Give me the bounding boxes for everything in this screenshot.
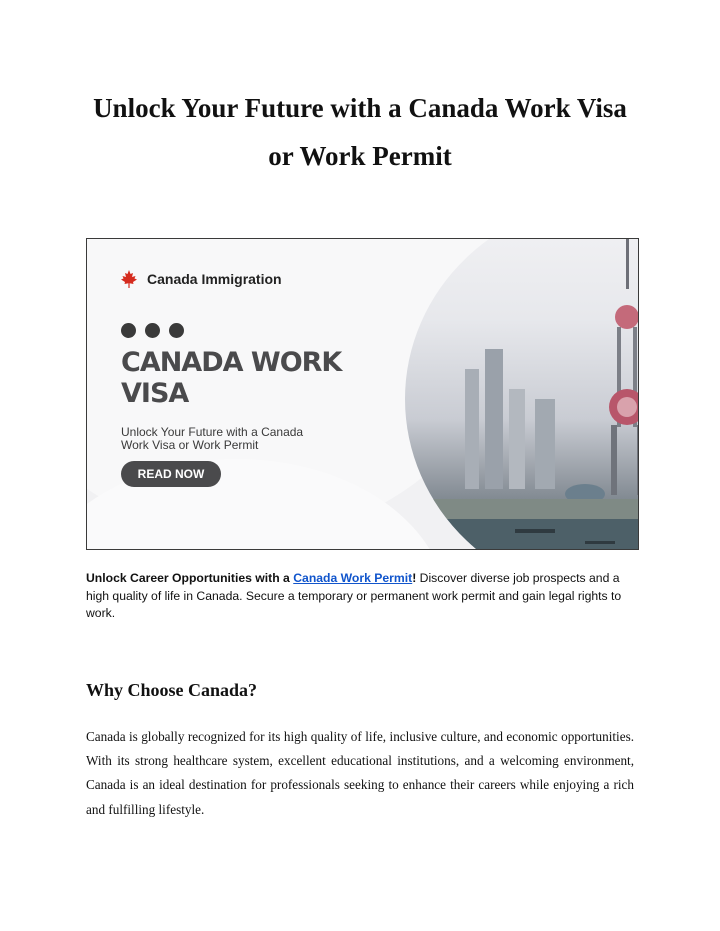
dot bbox=[121, 323, 136, 338]
section-heading: Why Choose Canada? bbox=[86, 680, 258, 700]
page-title-line-1: Unlock Your Future with a Canada Work Visa bbox=[93, 93, 627, 123]
city-skyline-photo bbox=[405, 238, 639, 550]
page-title bbox=[60, 84, 660, 180]
section-paragraph: Canada is globally recognized for its high quality of life, inclusive culture, and economic opportunities. With its strong healthcare system, excellent educational institutions, and a welcoming environment, Canada is an ideal destination for professionals seeking to enhance their careers while enjoying a rich and fulfilling lifestyle. bbox=[86, 729, 634, 817]
banner-subtitle-line-1: Unlock Your Future with a Canada bbox=[121, 425, 304, 439]
brand-row bbox=[119, 269, 282, 289]
dot bbox=[169, 323, 184, 338]
dot bbox=[145, 323, 160, 338]
banner-subtitle bbox=[121, 426, 351, 452]
banner-headline bbox=[121, 347, 421, 409]
banner-subtitle-line-2: Work Visa or Work Permit bbox=[121, 438, 259, 452]
intro-paragraph bbox=[86, 570, 636, 623]
intro-bold-prefix: Unlock Career Opportunities with a bbox=[86, 571, 294, 585]
hero-banner-image bbox=[86, 238, 639, 550]
page-title-line-2: or Work Permit bbox=[268, 141, 452, 171]
intro-text: Discover diverse job prospects and a high quality of life in Canada. Secure a temporary or permanent work permit and gain legal rights to work. bbox=[86, 571, 622, 620]
read-now-button[interactable]: READ NOW bbox=[121, 461, 221, 487]
banner-headline-line-2: VISA bbox=[121, 378, 189, 409]
skyline-illustration bbox=[405, 238, 639, 550]
canada-work-permit-link[interactable]: Canada Work Permit bbox=[293, 571, 413, 585]
banner-headline-line-1: CANADA WORK bbox=[121, 347, 342, 378]
maple-leaf-icon bbox=[119, 269, 139, 289]
dots-icon bbox=[121, 323, 184, 338]
brand-name: Canada Immigration bbox=[147, 271, 282, 287]
intro-bold-suffix: ! bbox=[412, 571, 417, 585]
